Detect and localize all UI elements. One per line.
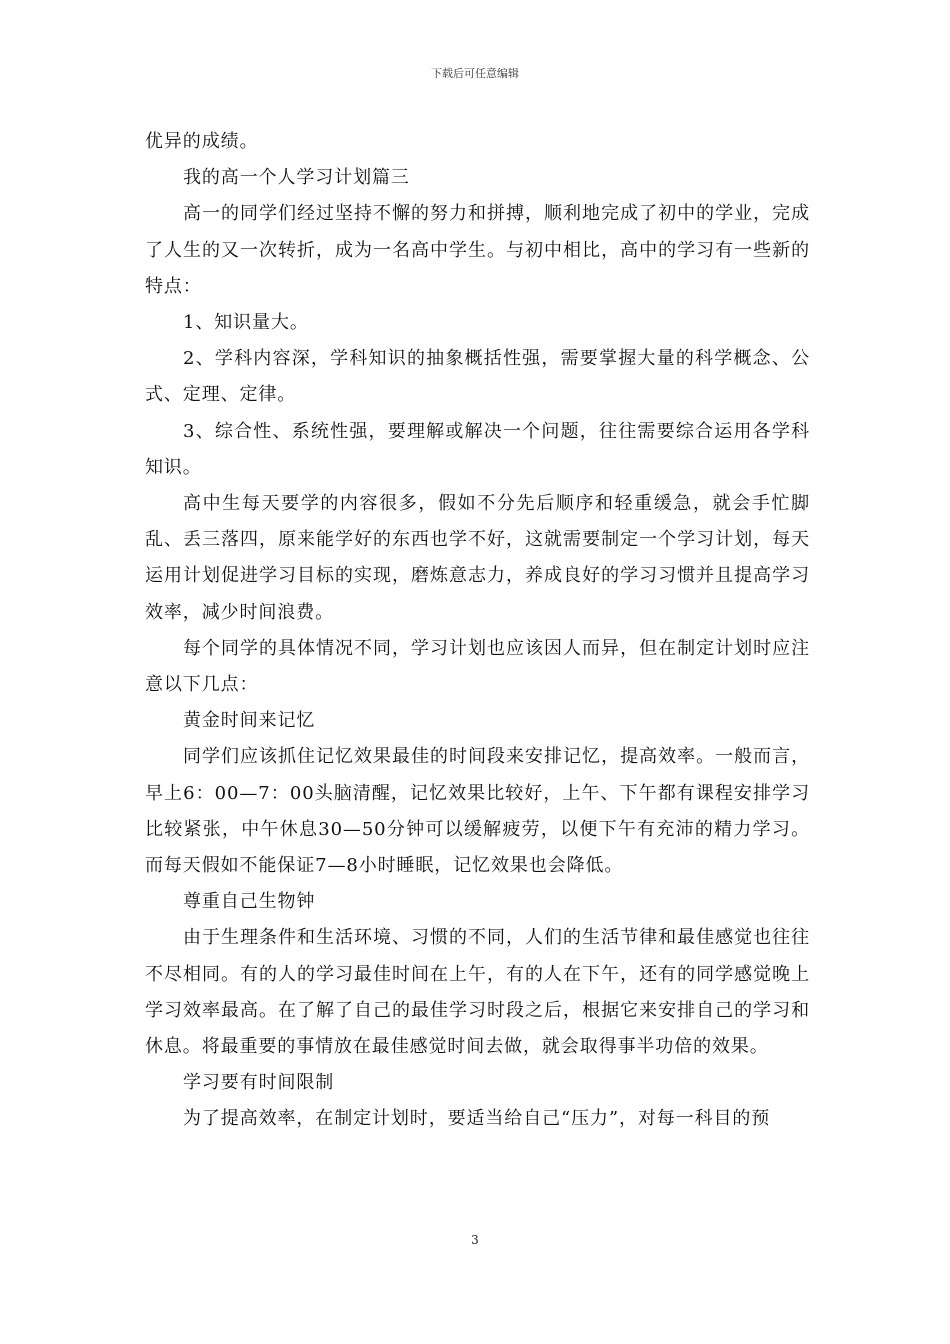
list-item-2: 2、学科内容深，学科知识的抽象概括性强，需要掌握大量的科学概念、公式、定理、定律。 xyxy=(145,348,810,406)
paragraph-biological-clock: 由于生理条件和生活环境、习惯的不同，人们的生活节律和最佳感觉也往往不尽相同。有的人的学习最佳时间在上午，有的人在下午，还有的同学感觉晚上学习效率最高。在了解了自己的最佳学习时段之后，根据它来安排自己的学习和休息。将最重要的事情放在最佳感觉时间去做，就会取得事半功倍的效果。 xyxy=(145,927,810,1058)
subheading-time-limit: 学习要有时间限制 xyxy=(183,1072,335,1094)
paragraph-memory: 同学们应该抓住记忆效果最佳的时间段来安排记忆，提高效率。一般而言，早上6：00—7：00头脑清醒，记忆效果比较好，上午、下午都有课程安排学习比较紧张，中午休息30—50分钟可以缓解疲劳，以便下午有充沛的精力学习。而每天假如不能保证7—8小时睡眠，记忆效果也会降低。 xyxy=(145,746,810,877)
list-item-3: 3、综合性、系统性强，要理解或解决一个问题，往往需要综合运用各学科知识。 xyxy=(145,420,810,478)
paragraph-continuation: 优异的成绩。 xyxy=(145,131,259,152)
list-item-1: 1、知识量大。 xyxy=(183,312,309,334)
subheading-biological-clock: 尊重自己生物钟 xyxy=(183,891,316,913)
page-number: 3 xyxy=(471,1233,479,1247)
paragraph-plan-need: 高中生每天要学的内容很多，假如不分先后顺序和轻重缓急，就会手忙脚乱、丢三落四，原来能学好的东西也学不好，这就需要制定一个学习计划，每天运用计划促进学习目标的实现，磨炼意志力，养成良好的学习习惯并且提高学习效率，减少时间浪费。 xyxy=(145,493,810,623)
paragraph-points: 每个同学的具体情况不同，学习计划也应该因人而异，但在制定计划时应注意以下几点： xyxy=(145,637,810,696)
paragraph-time-limit: 为了提高效率，在制定计划时，要适当给自己“压力”，对每一科目的预 xyxy=(183,1108,771,1130)
document-body xyxy=(145,124,810,1138)
section-title: 我的高一个人学习计划篇三 xyxy=(183,167,410,189)
subheading-memory: 黄金时间来记忆 xyxy=(183,710,316,732)
paragraph-intro: 高一的同学们经过坚持不懈的努力和拼搏，顺利地完成了初中的学业，完成了人生的又一次转折，成为一名高中学生。与初中相比，高中的学习有一些新的特点： xyxy=(145,203,810,297)
page-header: 下载后可任意编辑 xyxy=(431,67,519,80)
